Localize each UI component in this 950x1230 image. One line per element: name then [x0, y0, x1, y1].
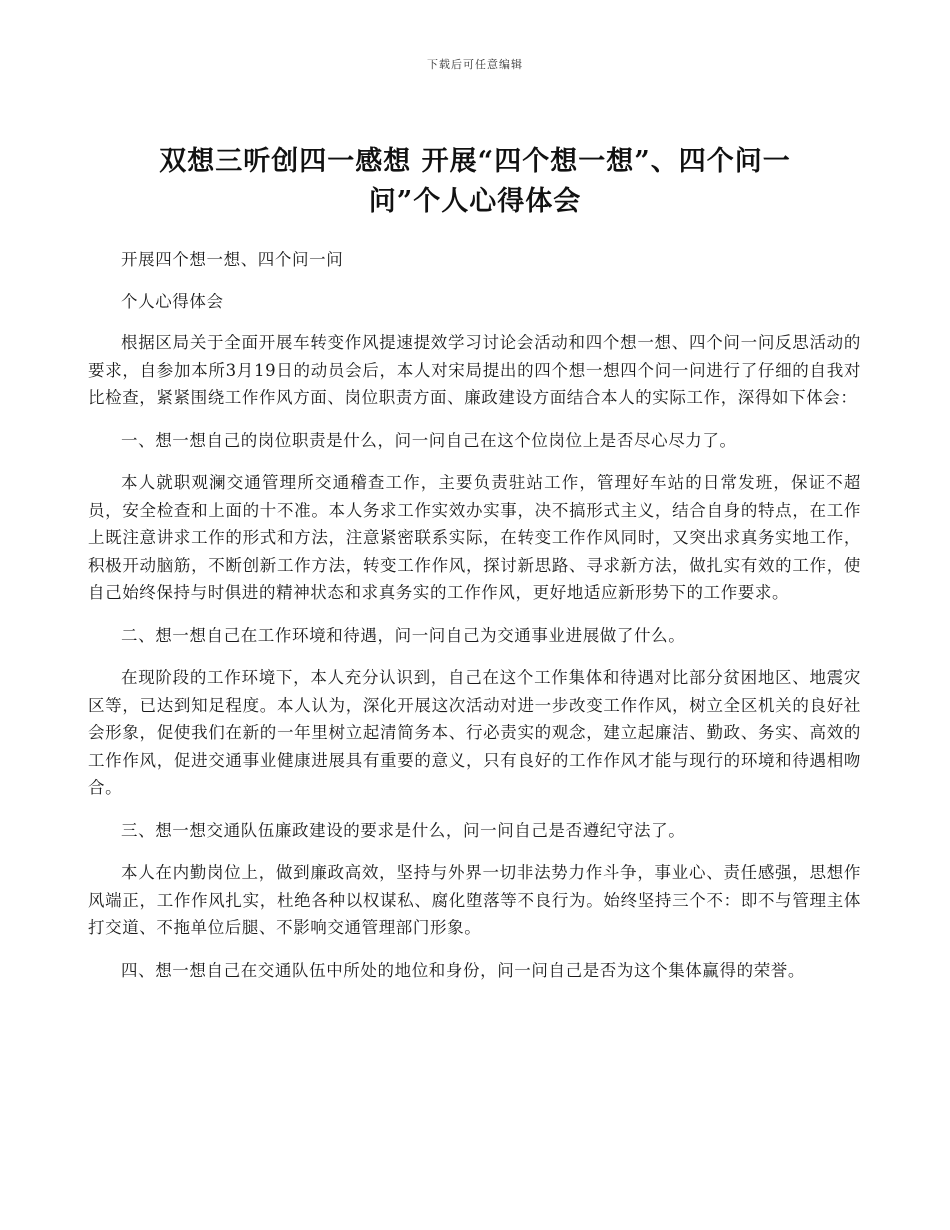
section-body-3: 本人在内勤岗位上，做到廉政高效，坚持与外界一切非法势力作斗争，事业心、责任感强，思想作风端正，工作作风扎实，杜绝各种以权谋私、腐化堕落等不良行为。始终坚持三个不：即不与管理主体打交道、不拖单位后腿、不影响交通管理部门形象。 [88, 863, 861, 937]
section-heading-3: 三、想一想交通队伍廉政建设的要求是什么，问一问自己是否遵纪守法了。 [121, 820, 686, 840]
section-body-1: 本人就职观澜交通管理所交通稽查工作，主要负责驻站工作，管理好车站的日常发班，保证不超员，安全检查和上面的十不准。本人务求工作实效办实事，决不搞形式主义，结合自身的特点，在工作上既注意讲求工作的形式和方法，注意紧密联系实际，在转变工作作风同时，又突出求真务实地工作，积极开动脑筋，不断创新工作方法，转变工作作风，探讨新思路、寻求新方法，做扎实有效的工作，使自己始终保持与时俱进的精神状态和求真务实的工作作风，更好地适应新形势下的工作要求。 [88, 473, 861, 602]
subheading-line-1: 开展四个想一想、四个问一问 [121, 250, 344, 269]
title-line-1: 双想三听创四一感想 开展“四个想一想”、四个问一 [159, 146, 791, 177]
subheading-line-2: 个人心得体会 [121, 291, 224, 311]
header-note: 下载后可任意编辑 [427, 58, 523, 71]
document-title [110, 142, 840, 222]
section-heading-2: 二、想一想自己在工作环境和待遇，问一问自己为交通事业进展做了什么。 [121, 625, 686, 645]
intro-paragraph: 根据区局关于全面开展车转变作风提速提效学习讨论会活动和四个想一想、四个问一问反思活动的要求，自参加本所3月19日的动员会后，本人对宋局提出的四个想一想四个问一问进行了仔细的自我对比检查，紧紧围绕工作作风方面、岗位职责方面、廉政建设方面结合本人的实际工作，深得如下体会： [88, 333, 861, 407]
section-heading-4: 四、想一想自己在交通队伍中所处的地位和身份，问一问自己是否为这个集体赢得的荣誉。 [121, 960, 805, 980]
section-heading-1: 一、想一想自己的岗位职责是什么，问一问自己在这个位岗位上是否尽心尽力了。 [121, 430, 737, 450]
document-body [88, 246, 861, 984]
section-body-2: 在现阶段的工作环境下，本人充分认识到，自己在这个工作集体和待遇对比部分贫困地区、地震灾区等，已达到知足程度。本人认为，深化开展这次活动对进一步改变工作作风，树立全区机关的良好社会形象，促使我们在新的一年里树立起清简务本、行必责实的观念，建立起廉洁、勤政、务实、高效的工作作风，促进交通事业健康进展具有重要的意义，只有良好的工作作风才能与现行的环境和待遇相吻合。 [88, 668, 861, 797]
title-line-2: 问”个人心得体会 [368, 186, 582, 217]
